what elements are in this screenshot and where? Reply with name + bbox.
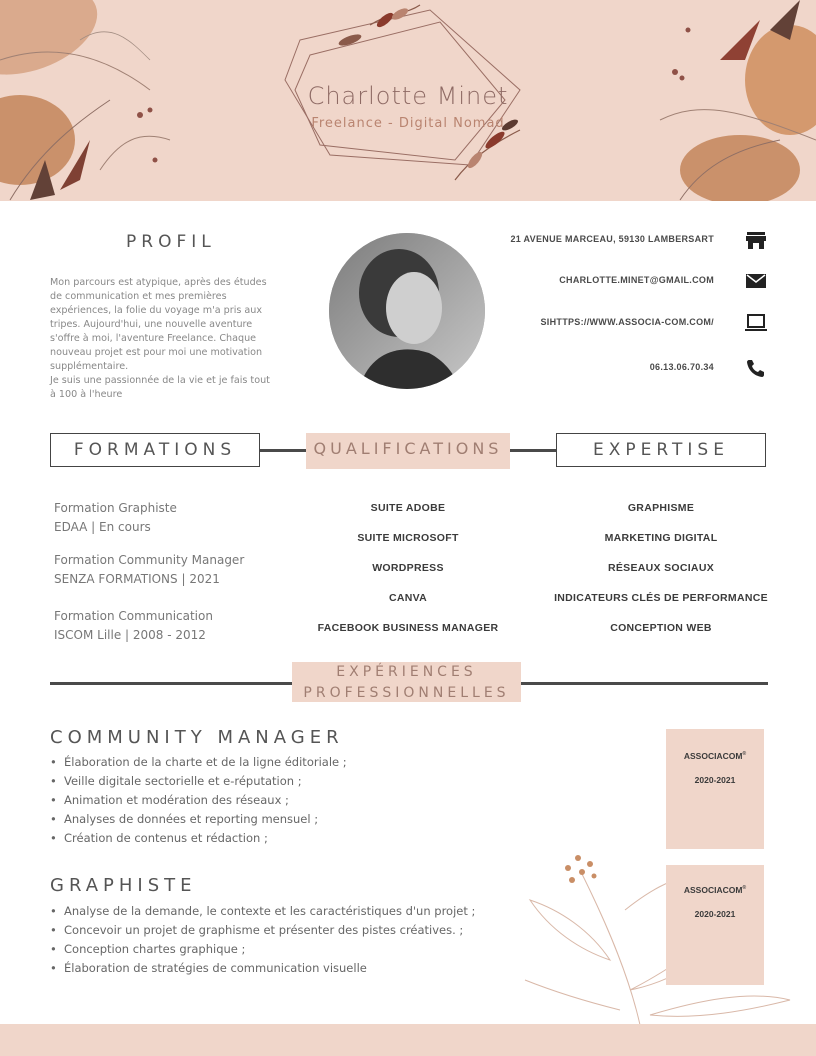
qualification-item: CANVA xyxy=(388,592,428,604)
contact-phone: 06.13.06.70.34 xyxy=(649,362,714,372)
experiences-heading-line2: PROFESSIONNELLES xyxy=(303,685,510,701)
qualification-item: SUITE ADOBE xyxy=(370,502,446,514)
divider-line xyxy=(50,682,292,685)
expertise-item: GRAPHISME xyxy=(627,502,695,514)
contact-website[interactable]: SIHTTPS://WWW.ASSOCIA-COM.COM/ xyxy=(540,317,714,327)
divider-line xyxy=(510,449,556,452)
company-box xyxy=(666,729,764,849)
store-icon xyxy=(744,229,768,251)
expertise-item: INDICATEURS CLÉS DE PERFORMANCE xyxy=(554,592,768,604)
laptop-icon xyxy=(744,312,768,334)
company-years: 2020-2021 xyxy=(694,909,736,919)
task-item: • Concevoir un projet de graphisme et présenter des pistes créatives. ; xyxy=(64,921,475,940)
qualification-item: WORDPRESS xyxy=(372,562,444,574)
divider-line xyxy=(521,682,768,685)
formation-title: Formation Community Manager xyxy=(54,553,245,567)
divider-line xyxy=(260,449,306,452)
experiences-heading xyxy=(292,662,521,702)
task-item: • Analyse de la demande, le contexte et les caractéristiques d'un projet ; xyxy=(64,902,475,921)
task-item: • Création de contenus et rédaction ; xyxy=(64,829,347,848)
formation-title: Formation Graphiste xyxy=(54,501,177,515)
profile-heading: PROFIL xyxy=(126,232,216,252)
task-item: • Élaboration de stratégies de communication visuelle xyxy=(64,959,475,978)
qualification-item: SUITE MICROSOFT xyxy=(357,532,459,544)
footer-band xyxy=(0,1024,816,1056)
formations-heading: FORMATIONS xyxy=(50,433,260,467)
phone-icon xyxy=(744,357,768,379)
expertise-heading: EXPERTISE xyxy=(556,433,766,467)
company-box xyxy=(666,865,764,985)
contact-address: 21 AVENUE MARCEAU, 59130 LAMBERSART xyxy=(510,234,714,244)
profile-photo xyxy=(329,233,485,389)
contact-email[interactable]: CHARLOTTE.MINET@GMAIL.COM xyxy=(559,275,714,285)
company-years: 2020-2021 xyxy=(694,775,736,785)
candidate-subtitle: Freelance - Digital Nomad xyxy=(311,116,505,131)
task-list xyxy=(50,753,347,848)
formation-detail: EDAA | En cours xyxy=(54,520,151,534)
task-item: • Élaboration de la charte et de la ligne éditoriale ; xyxy=(64,753,347,772)
task-item: • Veille digitale sectorielle et e-réputation ; xyxy=(64,772,347,791)
mail-icon xyxy=(744,270,768,292)
task-item: • Analyses de données et reporting mensuel ; xyxy=(64,810,347,829)
job-title: GRAPHISTE xyxy=(50,875,197,896)
company-name: ASSOCIACOM® xyxy=(683,885,747,895)
formation-detail: ISCOM Lille | 2008 - 2012 xyxy=(54,628,206,642)
formation-detail: SENZA FORMATIONS | 2021 xyxy=(54,572,220,586)
task-item: • Conception chartes graphique ; xyxy=(64,940,475,959)
formation-title: Formation Communication xyxy=(54,609,213,623)
task-list xyxy=(50,902,475,978)
qualification-item: FACEBOOK BUSINESS MANAGER xyxy=(317,622,499,634)
task-item: • Animation et modération des réseaux ; xyxy=(64,791,347,810)
job-title: COMMUNITY MANAGER xyxy=(50,727,344,748)
company-name: ASSOCIACOM® xyxy=(683,751,747,761)
expertise-item: RÉSEAUX SOCIAUX xyxy=(607,562,715,574)
candidate-name: Charlotte Minet xyxy=(307,82,509,110)
experiences-heading-line1: EXPÉRIENCES xyxy=(336,664,477,680)
expertise-item: CONCEPTION WEB xyxy=(610,622,712,634)
expertise-item: MARKETING DIGITAL xyxy=(604,532,718,544)
qualifications-heading: QUALIFICATIONS xyxy=(306,433,510,469)
profile-text: Mon parcours est atypique, après des études de communication et mes premières expériences, la folie du voyage m'a pris aux tripes. Aujourd'hui, une nouvelle aventure s'offre à moi, l'aventure Freelance. Chaque nouveau projet est pour moi une motivation supplémentaire. Je suis une passionnée de la vie et je fais tout à 100 à l'heure xyxy=(50,277,270,400)
